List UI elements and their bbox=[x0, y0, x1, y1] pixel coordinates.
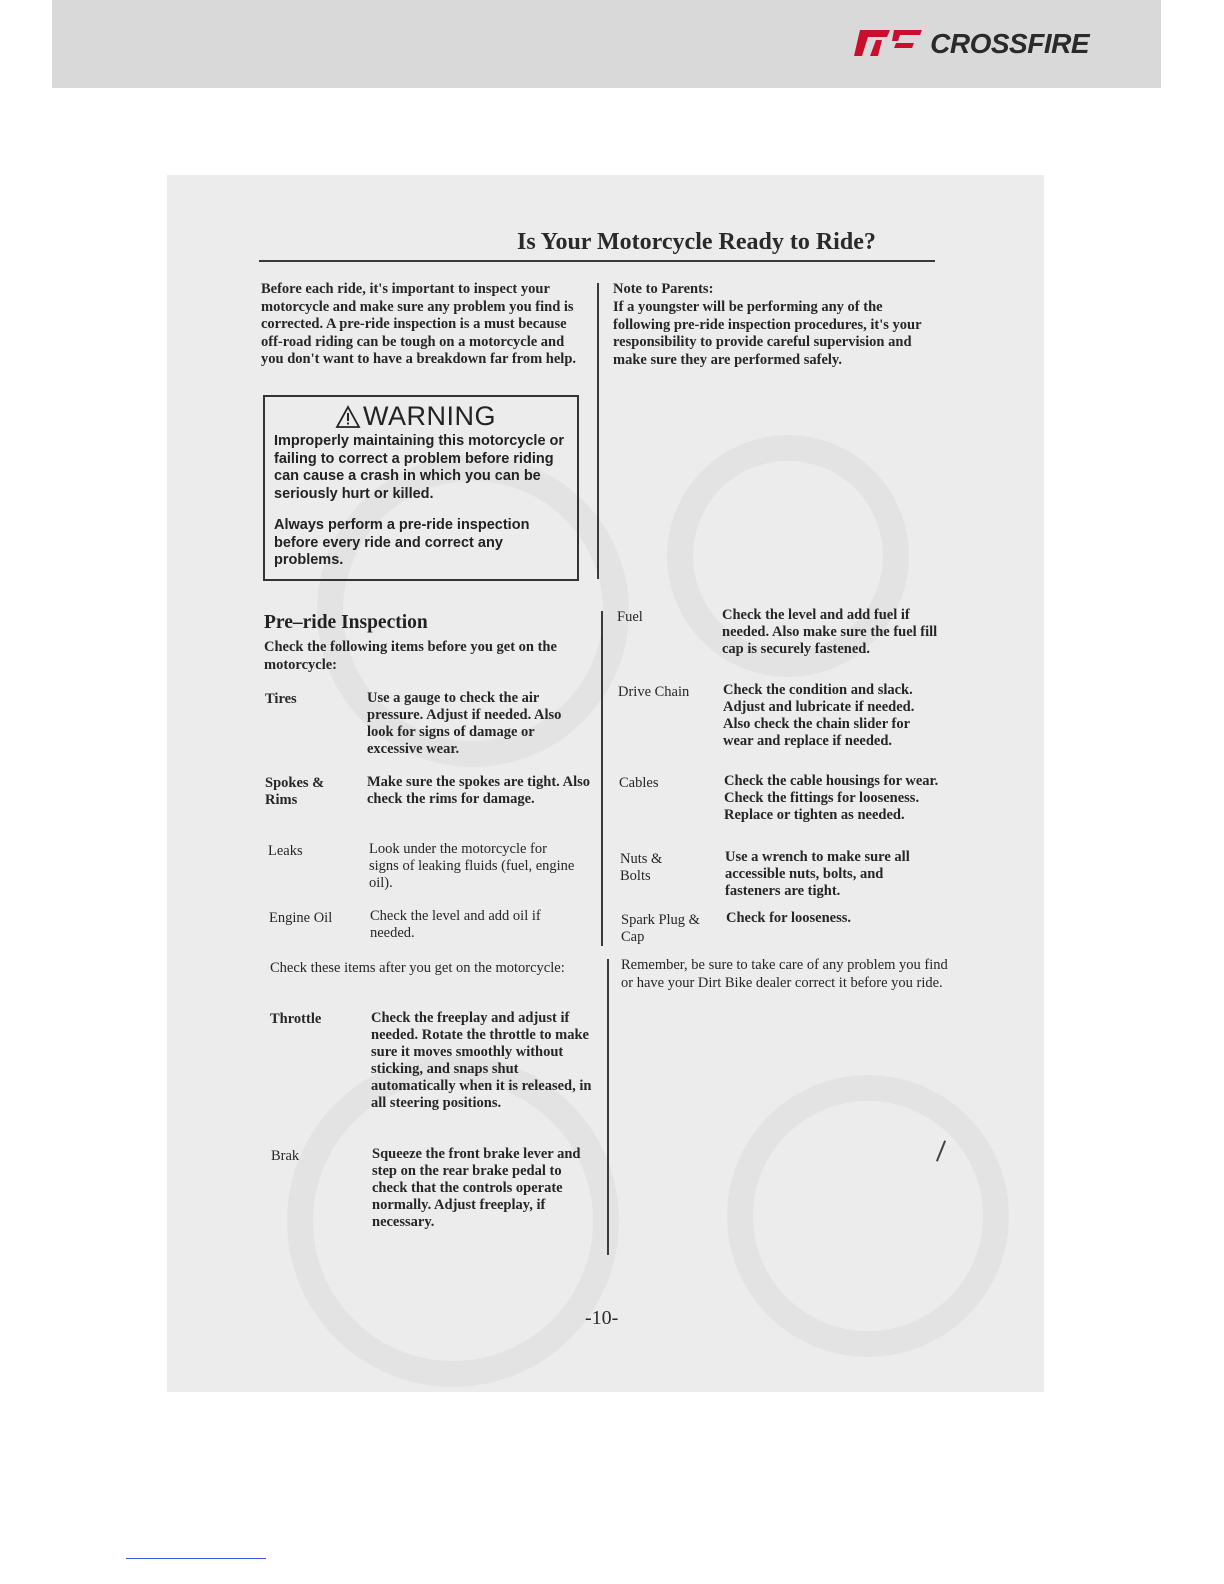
intro-text: Before each ride, it's important to inspect your motorcycle and make sure any problem you find is corrected. A pre-ride inspection is a must because off-road riding can be tough on a motorcycle and you don't want to have a breakdown far from help. bbox=[261, 281, 577, 367]
warning-text-2: Always perform a pre-ride inspection before every ride and correct any problems. bbox=[274, 517, 530, 568]
after-intro: Check these items after you get on the motorcycle: bbox=[270, 960, 565, 976]
item-term: Cables bbox=[619, 775, 659, 791]
item-desc: Check the level and add fuel if needed. Also make sure the fuel fill cap is securely fastened. bbox=[722, 607, 938, 657]
item-term: Engine Oil bbox=[269, 910, 333, 926]
item-desc: Check the freeplay and adjust if needed. Rotate the throttle to make sure it moves smoothly without sticking, and snaps shut automatically when it is released, in all steering positions. bbox=[371, 1010, 592, 1111]
crossfire-logo-icon bbox=[852, 26, 922, 62]
item-desc: Check for looseness. bbox=[726, 910, 851, 926]
item-term: Brak bbox=[271, 1148, 300, 1164]
column-divider bbox=[597, 283, 599, 579]
section-intro: Check the following items before you get on the motorcycle: bbox=[264, 639, 557, 673]
remember-text: Remember, be sure to take care of any problem you find or have your Dirt Bike dealer correct it before you ride. bbox=[621, 957, 948, 991]
item-term: Spokes & Rims bbox=[265, 775, 325, 808]
page-title: Is Your Motorcycle Ready to Ride? bbox=[517, 229, 876, 255]
item-desc: Use a wrench to make sure all accessible nuts, bolts, and fasteners are tight. bbox=[725, 849, 910, 899]
item-desc: Use a gauge to check the air pressure. Adjust if needed. Also look for signs of damage or excessive wear. bbox=[367, 690, 562, 757]
item-term: Fuel bbox=[617, 609, 643, 625]
item-term: Tires bbox=[265, 691, 297, 707]
warning-triangle-icon bbox=[335, 405, 361, 429]
column-divider bbox=[601, 611, 603, 946]
item-term: Leaks bbox=[268, 843, 303, 859]
page-number: -10- bbox=[585, 1307, 619, 1329]
warning-heading bbox=[335, 401, 496, 432]
brand-logo bbox=[852, 26, 1089, 62]
item-desc: Squeeze the front brake lever and step on the rear brake pedal to check that the controls operate normally. Adjust freeplay, if necessary. bbox=[372, 1146, 581, 1230]
background-wheel-ghost bbox=[727, 1075, 1009, 1357]
column-divider bbox=[607, 959, 609, 1255]
warning-label: WARNING bbox=[363, 401, 496, 431]
note-text: If a youngster will be performing any of the following pre-ride inspection procedures, it's your responsibility to provide careful supervision and make sure they are performed safely. bbox=[613, 299, 922, 368]
note-title: Note to Parents: bbox=[613, 281, 714, 297]
item-term: Spark Plug & Cap bbox=[621, 912, 700, 945]
scanned-manual-page bbox=[167, 175, 1044, 1392]
item-desc: Check the level and add oil if needed. bbox=[370, 908, 541, 941]
warning-box bbox=[263, 395, 579, 581]
item-desc: Look under the motorcycle for signs of leaking fluids (fuel, engine oil). bbox=[369, 841, 575, 891]
item-term: Nuts & Bolts bbox=[620, 851, 663, 884]
item-term: Drive Chain bbox=[618, 684, 690, 700]
section-title: Pre–ride Inspection bbox=[264, 612, 428, 633]
brand-name: CROSSFIRE bbox=[930, 28, 1089, 59]
footer-link-underline bbox=[126, 1558, 266, 1559]
item-desc: Check the cable housings for wear. Check the fittings for looseness. Replace or tighten as needed. bbox=[724, 773, 939, 823]
item-term: Throttle bbox=[270, 1011, 322, 1027]
header-band bbox=[52, 0, 1161, 88]
title-rule bbox=[259, 260, 935, 262]
warning-text-1: Improperly maintaining this motorcycle or failing to correct a problem before riding can cause a crash in which you can be seriously hurt or killed. bbox=[274, 433, 565, 502]
item-desc: Check the condition and slack. Adjust and lubricate if needed. Also check the chain slider for wear and replace if needed. bbox=[723, 682, 915, 749]
item-desc: Make sure the spokes are tight. Also check the rims for damage. bbox=[367, 774, 591, 807]
